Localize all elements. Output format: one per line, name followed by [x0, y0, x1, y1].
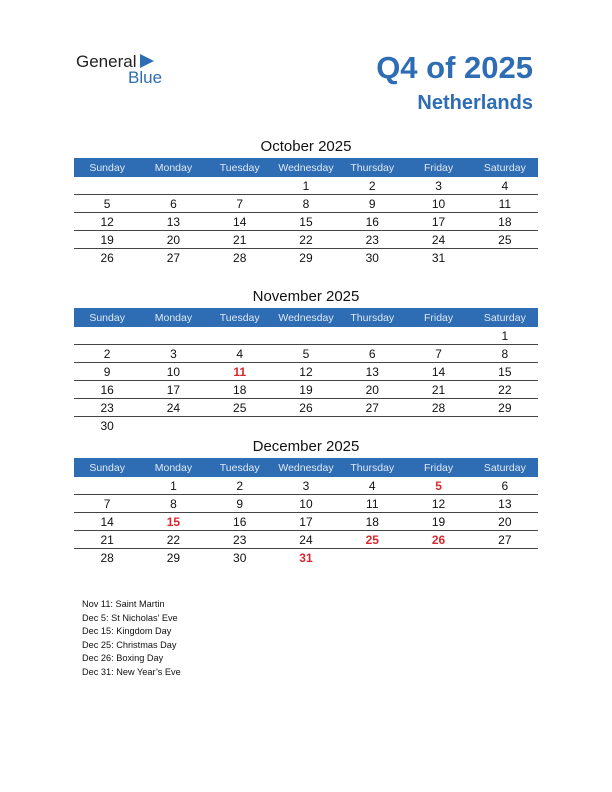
- country-title: Netherlands: [417, 92, 533, 114]
- day-cell: 6: [170, 196, 177, 211]
- day-cell: 15: [498, 364, 512, 379]
- day-cell: 16: [233, 514, 247, 529]
- month-calendar: [74, 286, 538, 434]
- day-cell: 20: [365, 382, 379, 397]
- day-cell: 6: [368, 346, 376, 361]
- weekday-label: Wednesday: [278, 461, 334, 474]
- day-cell: 11: [366, 496, 379, 511]
- day-cell: 4: [368, 478, 376, 493]
- day-cell: 25: [365, 532, 379, 547]
- day-cell: 20: [498, 514, 512, 529]
- day-cell: 15: [299, 214, 313, 229]
- day-cell: 30: [233, 550, 247, 565]
- holiday-entry: Nov 11: Saint Martin: [82, 599, 165, 609]
- day-cell: 18: [365, 514, 379, 529]
- day-cell: 15: [166, 514, 181, 529]
- day-cell: 2: [103, 346, 111, 361]
- day-cell: 28: [100, 550, 114, 565]
- weekday-label: Friday: [423, 161, 454, 174]
- brand-general-text: General: [76, 52, 137, 71]
- day-cell: 4: [236, 346, 244, 361]
- week-row: [74, 231, 538, 249]
- month-title: December 2025: [252, 438, 360, 455]
- week-row: [74, 177, 538, 195]
- week-row: [74, 381, 538, 399]
- holiday-entry: Dec 26: Boxing Day: [82, 653, 164, 664]
- day-cell: 12: [431, 496, 446, 511]
- day-cell: 28: [431, 400, 446, 415]
- day-cell: 8: [501, 346, 509, 361]
- day-cell: 1: [501, 328, 509, 343]
- weekday-label: Wednesday: [278, 161, 334, 174]
- weekday-label: Tuesday: [219, 461, 260, 474]
- day-cell: 27: [498, 532, 512, 547]
- day-cell: 1: [170, 478, 177, 493]
- day-cell: 10: [431, 196, 446, 211]
- day-cell: 9: [368, 196, 376, 211]
- day-cell: 14: [431, 364, 446, 379]
- day-cell: 1: [302, 178, 310, 193]
- day-cell: 5: [302, 346, 310, 361]
- day-cell: 7: [236, 196, 244, 211]
- day-cell: 29: [299, 250, 313, 265]
- day-cell: 22: [498, 382, 512, 397]
- weekday-header: [74, 308, 538, 327]
- weekday-label: Saturday: [483, 461, 526, 474]
- week-row: [74, 477, 538, 495]
- brand-blue-text: Blue: [128, 68, 163, 87]
- day-cell: 22: [166, 532, 181, 547]
- holiday-entry: Dec 25: Christmas Day: [82, 639, 177, 650]
- day-cell: 19: [100, 232, 114, 247]
- week-row: [74, 531, 538, 549]
- day-cell: 9: [236, 496, 244, 511]
- logo-triangle-icon: [140, 54, 154, 68]
- day-cell: 19: [299, 382, 313, 397]
- day-cell: 14: [233, 214, 247, 229]
- holiday-entry: Dec 5: St Nicholas’ Eve: [82, 612, 178, 623]
- day-cell: 25: [233, 400, 247, 415]
- day-cell: 7: [103, 496, 111, 511]
- weekday-label: Friday: [423, 461, 454, 474]
- weekday-label: Sunday: [89, 311, 125, 324]
- day-cell: 4: [501, 178, 509, 193]
- holiday-entry: Dec 31: New Year’s Eve: [82, 666, 181, 677]
- day-cell: 17: [299, 514, 313, 529]
- weekday-header: [74, 158, 538, 177]
- day-cell: 21: [100, 532, 114, 547]
- day-cell: 7: [435, 346, 442, 361]
- day-cell: 24: [166, 400, 181, 415]
- day-cell: 26: [431, 532, 446, 547]
- weekday-label: Thursday: [350, 311, 395, 324]
- brand-logo: [76, 52, 176, 86]
- day-cell: 27: [166, 250, 181, 265]
- day-cell: 26: [100, 250, 114, 265]
- day-cell: 18: [233, 382, 247, 397]
- weekday-label: Tuesday: [219, 161, 260, 174]
- day-cell: 31: [299, 550, 313, 565]
- weekday-label: Monday: [154, 161, 193, 174]
- day-cell: 5: [435, 478, 442, 493]
- weekday-label: Wednesday: [278, 311, 334, 324]
- day-cell: 27: [365, 400, 379, 415]
- day-cell: 23: [233, 532, 247, 547]
- day-cell: 10: [299, 496, 313, 511]
- day-cell: 24: [431, 232, 446, 247]
- weekday-label: Sunday: [89, 161, 125, 174]
- day-cell: 13: [365, 364, 379, 379]
- day-cell: 23: [365, 232, 379, 247]
- weekday-label: Tuesday: [219, 311, 260, 324]
- day-cell: 11: [498, 196, 512, 211]
- day-cell: 3: [170, 346, 177, 361]
- day-cell: 30: [100, 418, 114, 433]
- day-cell: 10: [166, 364, 181, 379]
- weekday-label: Friday: [423, 311, 454, 324]
- day-cell: 20: [166, 232, 181, 247]
- day-cell: 2: [368, 178, 376, 193]
- week-row: [74, 345, 538, 363]
- weekday-label: Saturday: [483, 161, 526, 174]
- holiday-entry: Dec 15: Kingdom Day: [82, 626, 172, 637]
- week-row: [74, 249, 538, 266]
- day-cell: 22: [299, 232, 313, 247]
- month-title: October 2025: [260, 138, 352, 155]
- weekday-label: Thursday: [350, 161, 395, 174]
- day-cell: 29: [498, 400, 512, 415]
- day-cell: 2: [236, 478, 244, 493]
- day-cell: 25: [498, 232, 512, 247]
- week-row: [74, 195, 538, 213]
- week-row: [74, 549, 538, 566]
- day-cell: 5: [103, 196, 111, 211]
- day-cell: 24: [299, 532, 313, 547]
- day-cell: 21: [431, 382, 446, 397]
- day-cell: 14: [100, 514, 114, 529]
- day-cell: 18: [498, 214, 512, 229]
- week-row: [74, 399, 538, 417]
- day-cell: 12: [100, 214, 114, 229]
- day-cell: 13: [498, 496, 512, 511]
- day-cell: 17: [166, 382, 181, 397]
- day-cell: 9: [103, 364, 111, 379]
- day-cell: 21: [233, 232, 247, 247]
- day-cell: 19: [431, 514, 446, 529]
- week-row: [74, 327, 538, 345]
- day-cell: 16: [365, 214, 379, 229]
- day-cell: 16: [100, 382, 114, 397]
- weekday-label: Monday: [154, 311, 193, 324]
- day-cell: 6: [501, 478, 509, 493]
- week-row: [74, 495, 538, 513]
- day-cell: 3: [302, 478, 310, 493]
- day-cell: 17: [431, 214, 446, 229]
- month-title: November 2025: [252, 288, 360, 305]
- weekday-header: [74, 458, 538, 477]
- day-cell: 8: [170, 496, 177, 511]
- day-cell: 11: [233, 364, 247, 379]
- quarter-title: Q4 of 2025: [376, 50, 533, 85]
- week-row: [74, 417, 538, 434]
- weekday-label: Monday: [154, 461, 193, 474]
- month-calendar: [74, 136, 538, 266]
- day-cell: 12: [299, 364, 313, 379]
- day-cell: 8: [302, 196, 310, 211]
- day-cell: 26: [299, 400, 313, 415]
- day-cell: 3: [435, 178, 442, 193]
- week-row: [74, 513, 538, 531]
- day-cell: 31: [431, 250, 446, 265]
- week-row: [74, 213, 538, 231]
- day-cell: 13: [166, 214, 181, 229]
- weekday-label: Thursday: [350, 461, 395, 474]
- month-calendar: [74, 436, 538, 566]
- week-row: [74, 363, 538, 381]
- day-cell: 28: [233, 250, 247, 265]
- weekday-label: Saturday: [483, 311, 526, 324]
- day-cell: 29: [166, 550, 181, 565]
- weekday-label: Sunday: [89, 461, 125, 474]
- day-cell: 23: [100, 400, 114, 415]
- day-cell: 30: [365, 250, 379, 265]
- holiday-list: [82, 598, 181, 680]
